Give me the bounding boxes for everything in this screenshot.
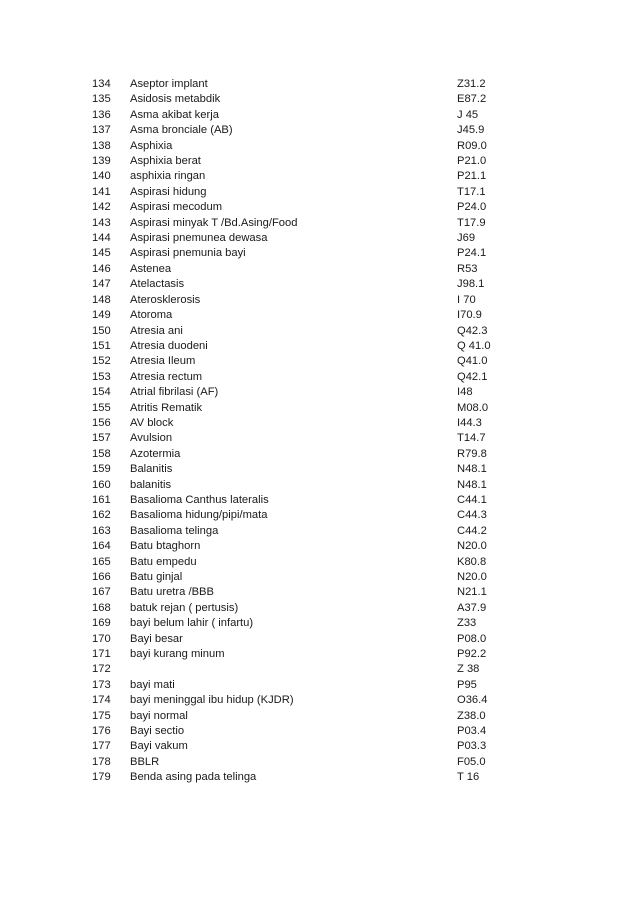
- diagnosis-name: Avulsion: [130, 432, 173, 445]
- diagnosis-name: bayi meninggal ibu hidup (KJDR): [130, 694, 294, 707]
- row-number: 139: [92, 155, 111, 168]
- table-row: [92, 647, 512, 662]
- diagnosis-name: Benda asing pada telinga: [130, 771, 257, 784]
- diagnosis-name: Batu ginjal: [130, 571, 183, 583]
- row-number: 156: [92, 416, 111, 429]
- icd-code: P21.0: [457, 155, 487, 168]
- row-number: 145: [92, 247, 111, 260]
- diagnosis-name: Atrial fibrilasi (AF): [130, 386, 219, 399]
- table-row: [92, 585, 512, 600]
- table-row: [92, 370, 512, 385]
- icd-code: E87.2: [457, 93, 487, 106]
- icd-code: N20.0: [457, 571, 487, 583]
- table-row: [92, 123, 512, 138]
- row-number: 165: [92, 555, 111, 568]
- icd-code: T17.9: [457, 216, 486, 229]
- icd-code: N20.0: [457, 540, 487, 553]
- table-row: [92, 416, 512, 431]
- table-row: [92, 431, 512, 446]
- row-number: 141: [92, 185, 111, 198]
- table-row: [92, 662, 512, 677]
- icd-code: P03.4: [457, 725, 487, 738]
- diagnosis-name: Asma bronciale (AB): [130, 124, 233, 137]
- row-number: 177: [92, 740, 111, 753]
- table-row: [92, 401, 512, 416]
- diagnosis-name: Batu uretra /BBB: [130, 586, 214, 599]
- table-row: [92, 216, 512, 231]
- diagnosis-name: asphixia ringan: [130, 170, 206, 183]
- icd-code: Q42.3: [457, 324, 488, 337]
- icd-code: A37.9: [457, 601, 487, 614]
- table-row: [92, 478, 512, 493]
- icd-code: I44.3: [457, 416, 482, 429]
- row-number: 153: [92, 370, 111, 383]
- row-number: 168: [92, 601, 111, 614]
- table-row: [92, 493, 512, 508]
- diagnosis-name: Basalioma Canthus lateralis: [130, 493, 269, 506]
- table-row: [92, 385, 512, 400]
- table-row: [92, 308, 512, 323]
- row-number: 136: [92, 108, 111, 121]
- table-row: [92, 678, 512, 693]
- diagnosis-name: Atresia rectum: [130, 370, 203, 383]
- diagnosis-name: Bayi sectio: [130, 725, 185, 738]
- icd-code: C44.1: [457, 493, 487, 506]
- row-number: 176: [92, 725, 111, 738]
- table-row: [92, 262, 512, 277]
- row-number: 158: [92, 447, 111, 460]
- diagnosis-name: Aspirasi mecodum: [130, 201, 223, 214]
- icd-code: I70.9: [457, 309, 482, 322]
- diagnosis-name: Bayi vakum: [130, 740, 188, 753]
- row-number: 163: [92, 524, 111, 537]
- row-number: 142: [92, 201, 111, 214]
- diagnosis-name: Atelactasis: [130, 278, 185, 291]
- row-number: 147: [92, 278, 111, 291]
- row-number: 172: [92, 663, 111, 676]
- table-row: [92, 154, 512, 169]
- diagnosis-name: Aspirasi pnemunea dewasa: [130, 232, 268, 245]
- table-row: [92, 693, 512, 708]
- diagnosis-name: Bayi besar: [130, 632, 183, 645]
- row-number: 169: [92, 617, 111, 630]
- table-row: [92, 755, 512, 770]
- table-row: [92, 108, 512, 123]
- icd-code: P03.3: [457, 740, 487, 753]
- table-row: [92, 739, 512, 754]
- table-row: [92, 524, 512, 539]
- table-row: [92, 354, 512, 369]
- icd-code: Z31.2: [457, 78, 486, 90]
- diagnosis-name: Atresia ani: [130, 324, 183, 337]
- row-number: 174: [92, 694, 111, 707]
- table-row: [92, 632, 512, 647]
- icd-code: J45.9: [457, 124, 485, 137]
- diagnosis-name: balanitis: [130, 478, 172, 491]
- table-row: [92, 447, 512, 462]
- diagnosis-code-rows: [92, 77, 512, 786]
- diagnosis-name: Basalioma hidung/pipi/mata: [130, 509, 268, 522]
- table-row: [92, 139, 512, 154]
- diagnosis-name: Atresia duodeni: [130, 339, 208, 352]
- icd-code: J98.1: [457, 278, 485, 291]
- diagnosis-name: bayi kurang minum: [130, 648, 225, 661]
- table-row: [92, 169, 512, 184]
- row-number: 152: [92, 355, 111, 368]
- table-row: [92, 462, 512, 477]
- table-row: [92, 570, 512, 585]
- table-row: [92, 324, 512, 339]
- row-number: 162: [92, 509, 111, 522]
- table-row: [92, 555, 512, 570]
- diagnosis-name: Atresia Ileum: [130, 355, 196, 368]
- diagnosis-name: bayi belum lahir ( infartu): [130, 617, 254, 630]
- icd-code: O36.4: [457, 694, 488, 707]
- icd-code: I 70: [457, 293, 476, 306]
- icd-code: J 45: [457, 108, 479, 121]
- diagnosis-name: Azotermia: [130, 447, 181, 460]
- diagnosis-name: Astenea: [130, 262, 172, 275]
- icd-code: F05.0: [457, 755, 486, 768]
- row-number: 143: [92, 216, 111, 229]
- icd-code: N48.1: [457, 478, 487, 491]
- icd-code: Q41.0: [457, 355, 488, 368]
- icd-code: N21.1: [457, 586, 487, 599]
- icd-code: P95: [457, 678, 477, 691]
- row-number: 173: [92, 678, 111, 691]
- table-row: [92, 185, 512, 200]
- icd-code: C44.3: [457, 509, 487, 522]
- diagnosis-name: Atoroma: [130, 309, 173, 322]
- table-row: [92, 724, 512, 739]
- row-number: 154: [92, 386, 111, 399]
- row-number: 179: [92, 771, 111, 784]
- table-row: [92, 293, 512, 308]
- table-row: [92, 77, 512, 92]
- row-number: 166: [92, 571, 111, 583]
- diagnosis-name: batuk rejan ( pertusis): [130, 601, 239, 614]
- row-number: 144: [92, 232, 111, 245]
- diagnosis-name: Aspirasi pnemunia bayi: [130, 247, 246, 260]
- table-row: [92, 231, 512, 246]
- row-number: 159: [92, 463, 111, 476]
- table-row: [92, 709, 512, 724]
- icd-code: Z33: [457, 617, 477, 630]
- table-row: [92, 277, 512, 292]
- row-number: 155: [92, 401, 111, 414]
- diagnosis-code-table: [92, 77, 512, 786]
- diagnosis-name: bayi mati: [130, 678, 175, 691]
- row-number: 160: [92, 478, 111, 491]
- row-number: 146: [92, 262, 111, 275]
- table-row: [92, 616, 512, 631]
- row-number: 134: [92, 78, 111, 90]
- table-row: [92, 246, 512, 261]
- diagnosis-name: Aspirasi minyak T /Bd.Asing/Food: [130, 216, 298, 229]
- icd-code: C44.2: [457, 524, 487, 537]
- row-number: 151: [92, 339, 111, 352]
- diagnosis-name: Basalioma telinga: [130, 524, 219, 537]
- diagnosis-name: Aspirasi hidung: [130, 185, 207, 198]
- row-number: 170: [92, 632, 111, 645]
- row-number: 161: [92, 493, 111, 506]
- diagnosis-name: AV block: [130, 416, 174, 429]
- diagnosis-name: bayi normal: [130, 709, 188, 722]
- icd-code: J69: [457, 232, 476, 245]
- icd-code: P24.0: [457, 201, 487, 214]
- icd-code: T17.1: [457, 185, 486, 198]
- row-number: 137: [92, 124, 111, 137]
- table-row: [92, 539, 512, 554]
- icd-code: P08.0: [457, 632, 487, 645]
- table-row: [92, 601, 512, 616]
- diagnosis-name: Asidosis metabdik: [130, 93, 221, 106]
- row-number: 150: [92, 324, 111, 337]
- row-number: 157: [92, 432, 111, 445]
- icd-code: P21.1: [457, 170, 487, 183]
- table-row: [92, 508, 512, 523]
- row-number: 148: [92, 293, 111, 306]
- diagnosis-name: [130, 662, 457, 677]
- table-row: [92, 770, 512, 785]
- table-row: [92, 92, 512, 107]
- icd-code: Q42.1: [457, 370, 488, 383]
- icd-code: Q 41.0: [457, 339, 491, 352]
- icd-code: Z38.0: [457, 709, 486, 722]
- diagnosis-name: Aterosklerosis: [130, 293, 201, 306]
- icd-code: N48.1: [457, 463, 487, 476]
- diagnosis-name: Asphixia berat: [130, 155, 201, 168]
- diagnosis-name: Asphixia: [130, 139, 173, 152]
- diagnosis-name: Atritis Rematik: [130, 401, 203, 414]
- diagnosis-name: Batu btaghorn: [130, 540, 201, 553]
- row-number: 138: [92, 139, 111, 152]
- row-number: 149: [92, 309, 111, 322]
- row-number: 171: [92, 648, 111, 661]
- row-number: 140: [92, 170, 111, 183]
- row-number: 167: [92, 586, 111, 599]
- diagnosis-name: Asma akibat kerja: [130, 108, 219, 121]
- icd-code: M08.0: [457, 401, 489, 414]
- diagnosis-name: Aseptor implant: [130, 78, 208, 90]
- table-row: [92, 339, 512, 354]
- icd-code: P24.1: [457, 247, 487, 260]
- row-number: 178: [92, 755, 111, 768]
- icd-code: P92.2: [457, 648, 487, 661]
- icd-code: T 16: [457, 771, 480, 784]
- diagnosis-name: Balanitis: [130, 463, 173, 476]
- icd-code: R09.0: [457, 139, 487, 152]
- row-number: 175: [92, 709, 111, 722]
- icd-code: R53: [457, 262, 478, 275]
- icd-code: T14.7: [457, 432, 486, 445]
- row-number: 135: [92, 93, 111, 106]
- diagnosis-name: BBLR: [130, 755, 160, 768]
- icd-code: Z 38: [457, 663, 480, 676]
- icd-code: R79.8: [457, 447, 487, 460]
- table-row: [92, 200, 512, 215]
- icd-code: K80.8: [457, 555, 487, 568]
- icd-code: I48: [457, 386, 473, 399]
- diagnosis-name: Batu empedu: [130, 555, 197, 568]
- row-number: 164: [92, 540, 111, 553]
